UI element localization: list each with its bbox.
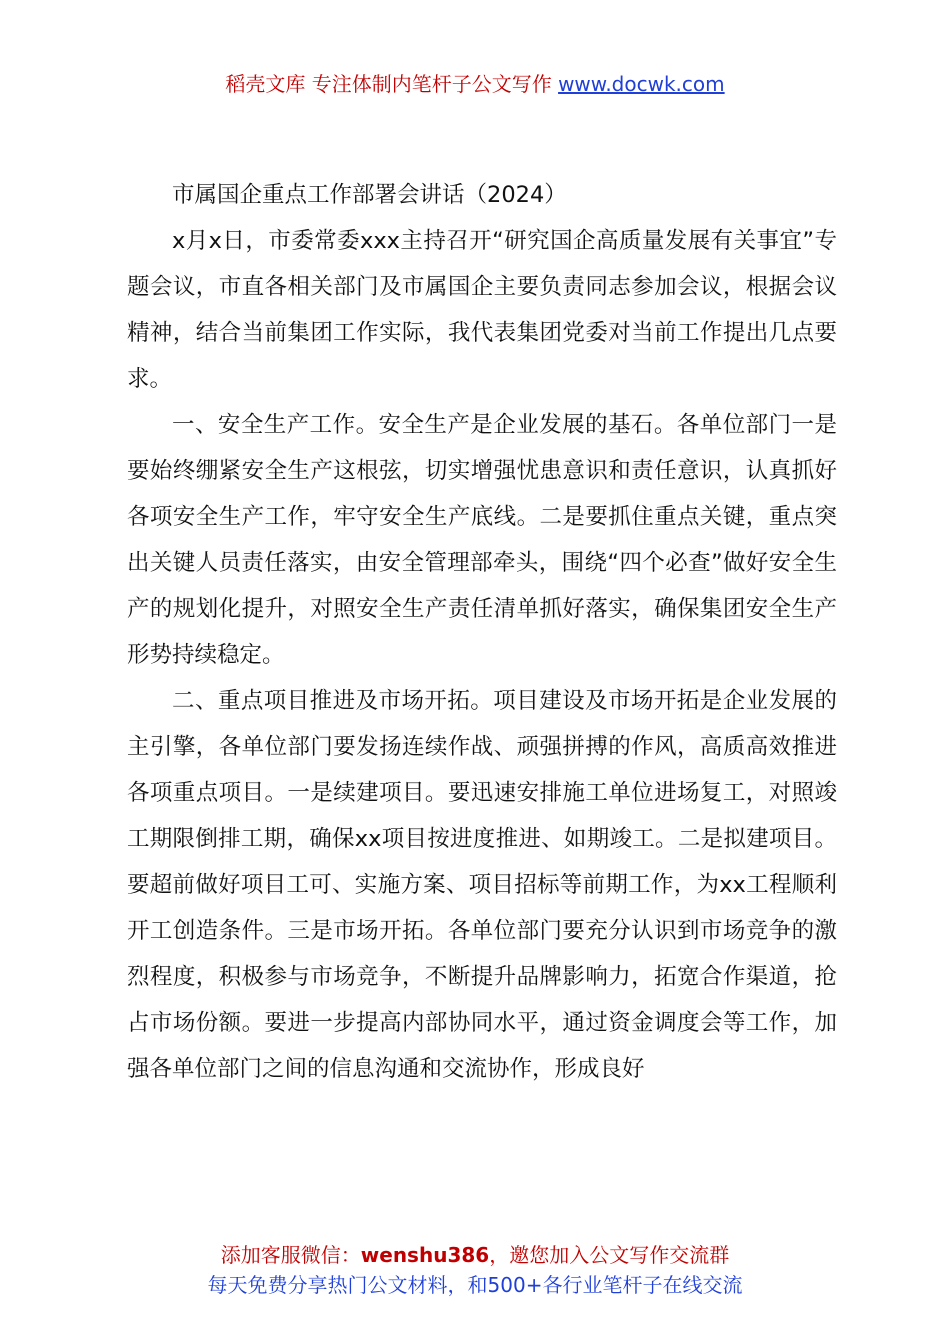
header-brand-text: 稻壳文库 专注体制内笔杆子公文写作 xyxy=(225,72,559,96)
footer-line-1 xyxy=(0,1240,950,1270)
header-banner xyxy=(0,70,950,98)
document-body xyxy=(127,172,837,1092)
footer-line1-prefix: 添加客服微信： xyxy=(220,1243,361,1267)
footer-wechat-id: wenshu386 xyxy=(360,1243,490,1267)
paragraph-intro: x月x日，市委常委xxx主持召开“研究国企高质量发展有关事宜”专题会议，市直各相关部门及市属国企主要负责同志参加会议，根据会议精神，结合当前集团工作实际，我代表集团党委对当前工作提出几点要求。 xyxy=(127,228,837,392)
document-title: 市属国企重点工作部署会讲话（2024） xyxy=(172,182,567,208)
footer-line-2: 每天免费分享热门公文材料，和500+各行业笔杆子在线交流 xyxy=(207,1273,743,1297)
paragraph-projects: 二、重点项目推进及市场开拓。项目建设及市场开拓是企业发展的主引擎，各单位部门要发扬连续作战、顽强拼搏的作风，高质高效推进各项重点项目。一是续建项目。要迅速安排施工单位进场复工，对照竣工期限倒排工期，确保xx项目按进度推进、如期竣工。二是拟建项目。要超前做好项目工可、实施方案、项目招标等前期工作，为xx工程顺利开工创造条件。三是市场开拓。各单位部门要充分认识到市场竞争的激烈程度，积极参与市场竞争，不断提升品牌影响力，拓宽合作渠道，抢占市场份额。要进一步提高内部协同水平，通过资金调度会等工作，加强各单位部门之间的信息沟通和交流协作，形成良好 xyxy=(127,688,837,1082)
footer-banner xyxy=(0,1240,950,1300)
paragraph-safety: 一、安全生产工作。安全生产是企业发展的基石。各单位部门一是要始终绷紧安全生产这根弦，切实增强忧患意识和责任意识，认真抓好各项安全生产工作，牢守安全生产底线。二是要抓住重点关键，重点突出关键人员责任落实，由安全管理部牵头，围绕“四个必查”做好安全生产的规划化提升，对照安全生产责任清单抓好落实，确保集团安全生产形势持续稳定。 xyxy=(127,412,837,668)
footer-line1-suffix: ，邀您加入公文写作交流群 xyxy=(489,1243,730,1267)
header-url-link[interactable]: www.docwk.com xyxy=(558,72,725,96)
